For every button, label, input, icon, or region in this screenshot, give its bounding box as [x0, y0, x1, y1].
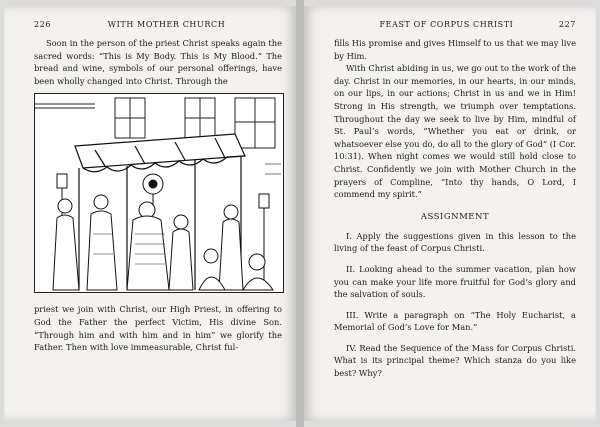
left-page: [4, 6, 296, 421]
running-title: WITH MOTHER CHURCH: [107, 20, 226, 29]
right-page: [304, 6, 596, 421]
paragraph: Soon in the person of the priest Christ speaks again the sacred words: “This is My Body. This is My Blood.” The bread and wine, symbols of our personal offerings, have been wholly changed into Christ. Through the: [34, 38, 282, 86]
book-gutter: [296, 0, 304, 427]
assignment-item: I. Apply the suggestions given in this lesson to the living of the feast of Corpus Christi.: [334, 230, 576, 254]
right-running-head: [334, 20, 576, 29]
assignment-heading: ASSIGNMENT: [420, 211, 490, 222]
page-number: 226: [34, 20, 52, 29]
assignment-item: II. Looking ahead to the summer vacation, plan how you can make your life more fruitful for God’s glory and the salvation of souls.: [334, 263, 576, 300]
left-running-head: [34, 20, 282, 29]
corpus-christi-procession-illustration: [34, 93, 284, 293]
paragraph: priest we join with Christ, our High Priest, in offering to God the Father the perfect Victim, His divine Son. “Through him and with him and in him” we glorify the Father. Then with love immeasurable, Christ ful-: [34, 304, 282, 353]
assignment-item: III. Write a paragraph on “The Holy Eucharist, a Memorial of God’s Love for Man.”: [334, 309, 576, 333]
paragraph: fills His promise and gives Himself to us that we may live by Him.: [334, 38, 576, 61]
running-title: FEAST OF CORPUS CHRISTI: [379, 20, 514, 29]
page-number: 227: [558, 20, 576, 29]
assignment-item: IV. Read the Sequence of the Mass for Corpus Christi. What is its principal theme? Which stanza do you like best? Why?: [334, 342, 576, 379]
paragraph: With Christ abiding in us, we go out to the work of the day. Christ in our memories, in our hearts, in our minds, on our lips, in our actions; Christ in us and we in Him! Strong in His strength, we triumph over temptations. Throughout the day we seek to live by Him, mindful of St. Paul’s words, “Whether you eat or drink, or whatsoever else you do, do all to the glory of God” (I Cor. 10:31). When night comes we would still hold close to Christ. Confidently we join with Mother Church in the prayers of Compline, “Into thy hands, O Lord, I commend my spirit.”: [334, 63, 576, 200]
